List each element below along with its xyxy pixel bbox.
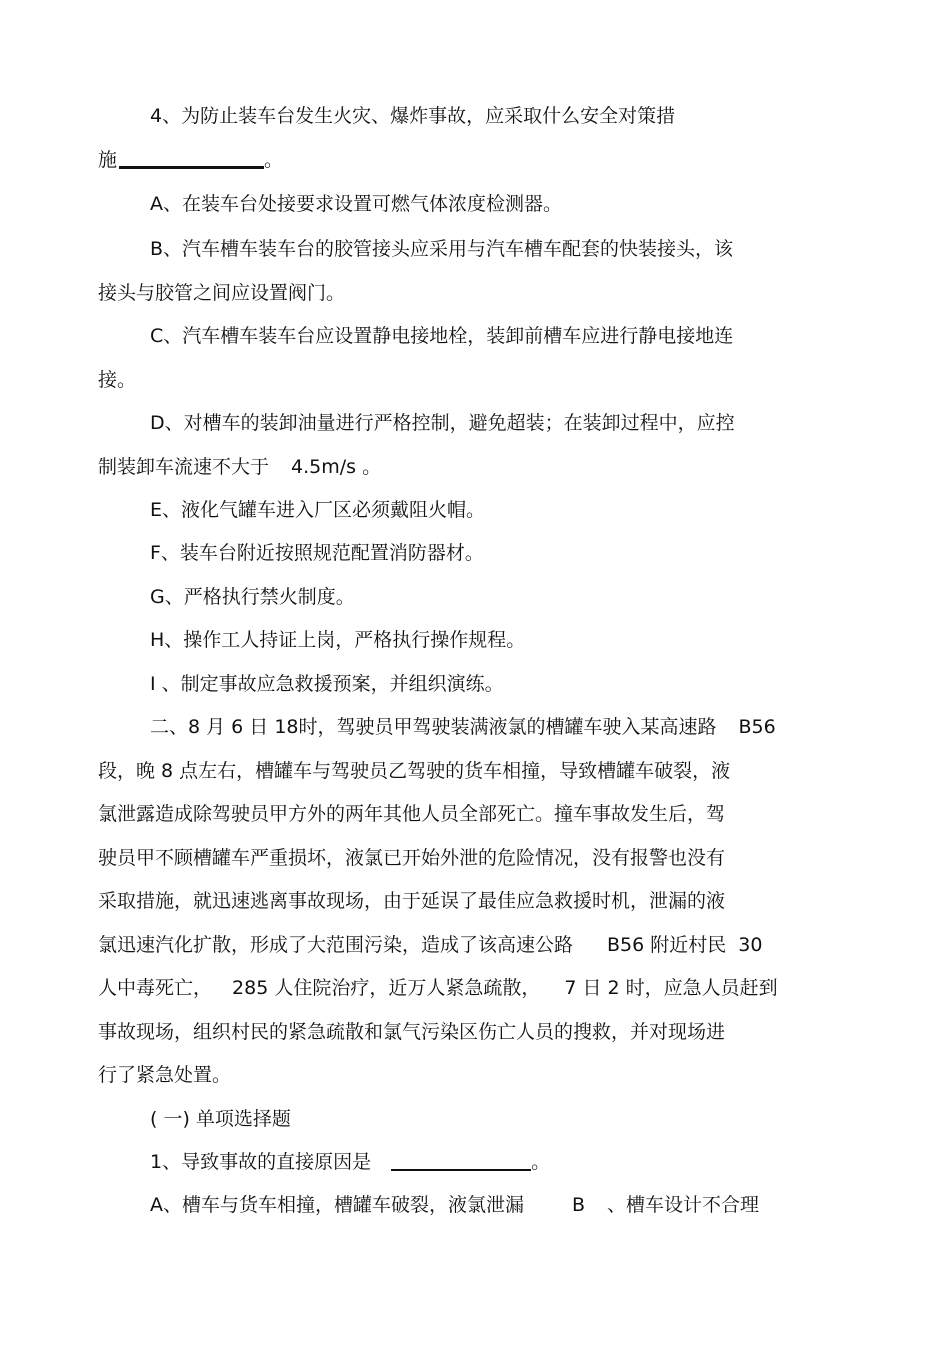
case-text-2: 段，晚 8 点左右，槽罐车与驾驶员乙驾驶的货车相撞，导致槽罐车破裂，液 [98,760,731,782]
question-1-option-a: A、槽车与货车相撞，槽罐车破裂，液氯泄漏 [150,1194,524,1216]
question-4-stem-continued [98,148,283,172]
option-h-text: H、操作工人持证上岗，严格执行操作规程。 [150,629,526,651]
case-text-1: 二、8 月 6 日 18时，驾驶员甲驾驶装满液氯的槽罐车驶入某高速路 [150,716,717,738]
case-text-6: 氯迅速汽化扩散，形成了大范围污染，造成了该高速公路 [98,934,574,956]
answer-blank [119,148,264,169]
option-d-continued [98,455,381,479]
question-1-stem [150,1150,550,1174]
question-4-text-end: 施 [98,149,118,171]
option-c-text-2: 接。 [98,369,137,391]
case-paragraph-line-7 [98,976,778,1000]
section-heading [150,1107,291,1131]
case-paragraph-line-4 [98,846,725,870]
option-f [150,541,484,565]
case-text-5: 采取措施，就迅速逃离事故现场，由于延误了最佳应急救援时机，泄漏的液 [98,890,726,912]
question-1-period: 。 [531,1151,551,1173]
case-paragraph-line-8 [98,1020,725,1044]
option-a [150,192,562,216]
option-i-text: I 、制定事故应急救援预案，并组织演练。 [150,673,504,695]
option-g-text: G、严格执行禁火制度。 [150,586,355,608]
case-text-7b: 285 人住院治疗，近万人紧急疏散， [232,977,541,999]
option-d-text: D、对槽车的装卸油量进行严格控制，避免超装；在装卸过程中，应控 [150,412,735,434]
option-h [150,628,525,652]
option-f-text: F、装车台附近按照规范配置消防器材。 [150,542,484,564]
option-i [150,672,504,696]
case-text-3: 氯泄露造成除驾驶员甲方外的两年其他人员全部死亡。撞车事故发生后，驾 [98,803,726,825]
option-c-text: C、汽车槽车装车台应设置静电接地栓，装卸前槽车应进行静电接地连 [150,325,734,347]
case-text-7c: 7 日 2 时，应急人员赶到 [564,977,778,999]
option-c [150,324,733,348]
option-g [150,585,355,609]
question-1-option-b-letter: B [572,1194,586,1216]
case-paragraph-line-6 [98,933,762,957]
question-1-option-b: 、槽车设计不合理 [607,1194,760,1216]
case-paragraph-line-9 [98,1063,231,1087]
option-d-text-2: 制装卸车流速不大于 [98,456,270,478]
case-text-8: 事故现场，组织村民的紧急疏散和氯气污染区伤亡人员的搜救，并对现场进 [98,1021,726,1043]
option-b-text: B、汽车槽车装车台的胶管接头应采用与汽车槽车配套的快装接头，该 [150,238,734,260]
option-c-continued [98,368,136,392]
case-paragraph-line-1 [150,715,776,739]
case-text-4: 驶员甲不顾槽罐车严重损坏，液氯已开始外泄的危险情况，没有报警也没有 [98,847,726,869]
option-b-text-2: 接头与胶管之间应设置阀门。 [98,282,346,304]
case-road-section: B56 [738,716,776,738]
option-d [150,411,735,435]
question-1-options [150,1193,759,1217]
option-b [150,237,733,261]
option-d-speed: 4.5m/s 。 [291,456,382,478]
case-text-6c: 30 [738,934,763,956]
option-a-text: A、在装车台处接要求设置可燃气体浓度检测器。 [150,193,562,215]
case-paragraph-line-3 [98,802,725,826]
case-paragraph-line-5 [98,889,725,913]
option-e [150,498,485,522]
question-4-stem [150,104,675,128]
option-b-continued [98,281,345,305]
case-text-9: 行了紧急处置。 [98,1064,232,1086]
answer-blank [391,1151,531,1171]
question-4-text: 4、为防止装车台发生火灾、爆炸事故，应采取什么安全对策措 [150,105,676,127]
case-text-6b: B56 附近村民 [607,934,727,956]
case-paragraph-line-2 [98,759,730,783]
question-4-period: 。 [264,149,284,171]
case-text-7a: 人中毒死亡， [98,977,213,999]
question-1-text: 1、导致事故的直接原因是 [150,1151,372,1173]
section-heading-text: ( 一) 单项选择题 [150,1108,291,1130]
option-e-text: E、液化气罐车进入厂区必须戴阻火帽。 [150,499,486,521]
